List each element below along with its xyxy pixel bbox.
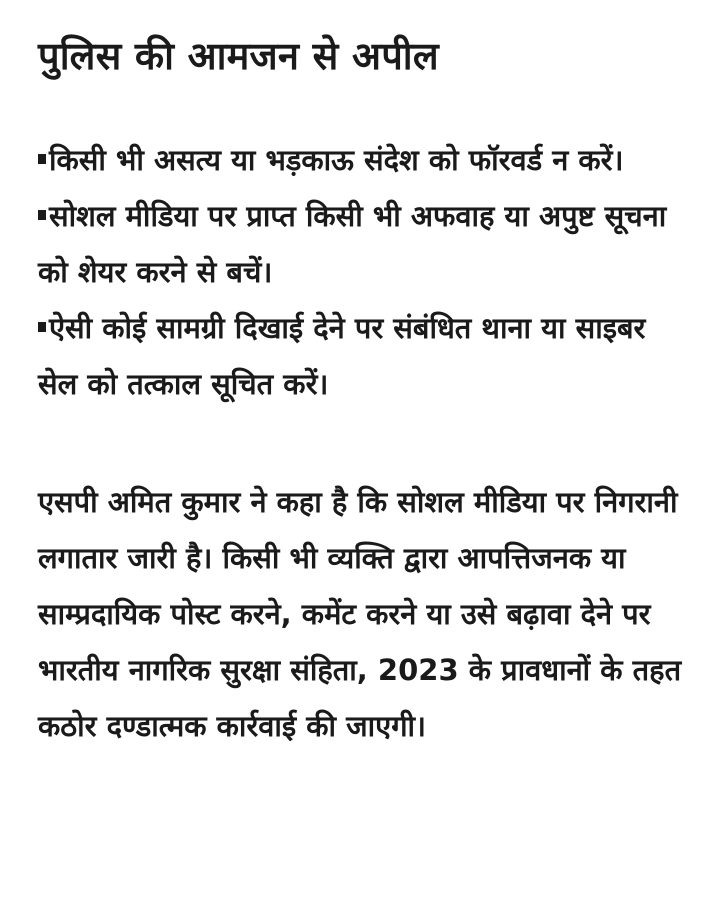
square-bullet-icon (38, 322, 46, 332)
appeal-item (38, 300, 688, 412)
appeal-item (38, 188, 688, 300)
square-bullet-icon (38, 210, 46, 220)
article-heading: पुलिस की आमजन से अपील (38, 34, 439, 78)
appeal-item-text: किसी भी असत्य या भड़काऊ संदेश को फॉरवर्ड न करें। (49, 143, 624, 177)
appeal-item-text: सोशल मीडिया पर प्राप्त किसी भी अफवाह या अपुष्ट सूचना को शेयर करने से बचें। (38, 199, 667, 289)
square-bullet-icon (38, 154, 46, 164)
appeal-item (38, 132, 688, 188)
article (38, 24, 688, 754)
appeal-list (38, 132, 688, 412)
statement-paragraph: एसपी अमित कुमार ने कहा है कि सोशल मीडिया पर निगरानी लगातार जारी है। किसी भी व्यक्ति द्वारा आपत्तिजनक या साम्प्रदायिक पोस्ट करने, कमेंट करने या उसे बढ़ावा देने पर भारतीय नागरिक सुरक्षा संहिता, 2023 के प्रावधानों के तहत कठोर दण्डात्मक कार्रवाई की जाएगी। (38, 485, 682, 743)
appeal-item-text: ऐसी कोई सामग्री दिखाई देने पर संबंधित थाना या साइबर सेल को तत्काल सूचित करें। (38, 311, 646, 401)
